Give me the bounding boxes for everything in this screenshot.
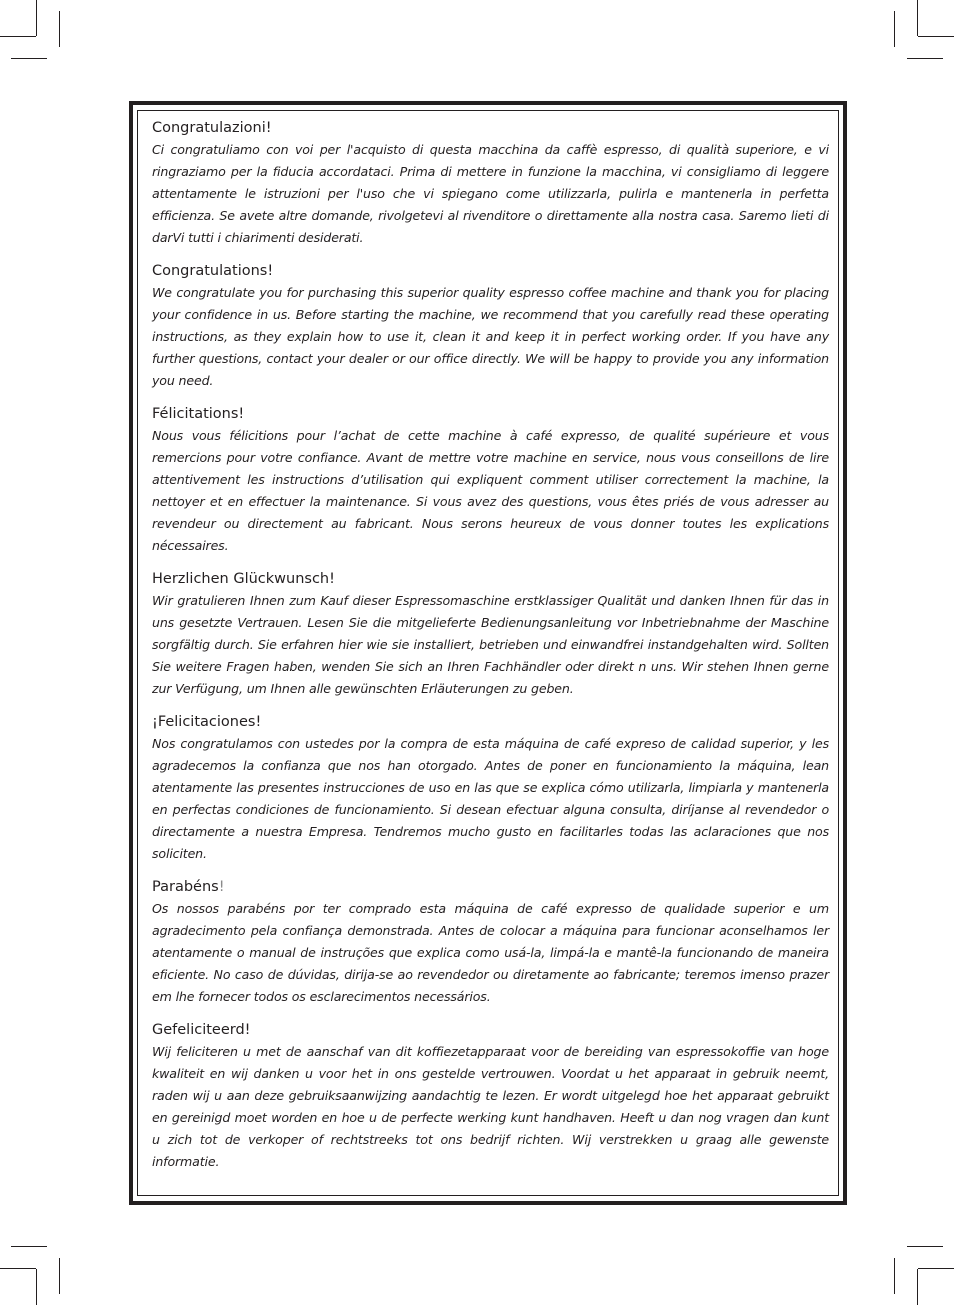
section-spanish: [152, 711, 829, 865]
section-title-german: Herzlichen Glückwunsch!: [152, 571, 335, 587]
crop-mark-bottom-right-horizontal: [918, 1268, 954, 1269]
section-portuguese: [152, 876, 829, 1008]
crop-mark-top-right-outer-vertical: [894, 11, 895, 47]
section-title-portuguese: [152, 876, 829, 898]
crop-mark-bottom-left-horizontal: [0, 1268, 36, 1269]
crop-mark-top-left-vertical: [36, 0, 37, 36]
section-body-french: Nous vous félicitions pour l’achat de cette machine à café expresso, de qualité supérieure et vous remercions pour votre confiance. Avant de mettre votre machine en service, nous vous conseillons de lire attentivement les instructions d’utilisation qui expliquent comment utiliser correctement la machine, la nettoyer et en effectuer la maintenance. Si vous avez des questions, vous êtes priés de vous adresser au revendeur ou directement au fabricant. Nous serons heureux de vous donner toutes les explications nécessaires.: [152, 428, 829, 553]
section-body-dutch: Wij feliciteren u met de aanschaf van dit koffiezetapparaat voor de bereiding van espressokoffie van hoge kwaliteit en wij danken u voor het in ons gestelde vertrouwen. Voordat u het apparaat in gebruik neemt, raden wij u aan deze gebruiksaanwijzing aandachtig te lezen. Er wordt uitgelegd hoe het apparaat gebruikt en gereinigd moet worden en hoe u de perfecte werking kunt handhaven. Heeft u dan nog vragen dan kunt u zich tot de verkoper of rechtstreeks tot ons bedrijf richten. Wij verstrekken u graag alle gewenste informatie.: [152, 1044, 829, 1169]
crop-mark-bottom-left-outer-horizontal: [11, 1246, 47, 1247]
section-body-spanish: Nos congratulamos con ustedes por la compra de esta máquina de café expreso de calidad superior, y les agradecemos la confianza que nos han otorgado. Antes de poner en funcionamiento la máquina, lean atentamente las presentes instrucciones de uso en las que se explica cómo utilizarla, limpiarla y mantenerla en perfectas condiciones de funcionamiento. Si desean efectuar alguna consulta, diríjanse al revendedor o directamente a nuestra Empresa. Tendremos mucho gusto en facilitarles todas las aclaraciones que nos soliciten.: [152, 736, 829, 861]
crop-mark-bottom-right-outer-vertical: [894, 1258, 895, 1294]
section-body-italian: Ci congratuliamo con voi per l'acquisto di questa macchina da caffè espresso, di qualità superiore, e vi ringraziamo per la fiducia accordataci. Prima di mettere in funzione la macchina, vi consigliamo di leggere attentamente le istruzioni per l'uso che vi spiegano come utilizzarla, pulirla e mantenerla in perfetta efficienza. Se avete altre domande, rivolgetevi al rivenditore o direttamente alla nostra casa. Saremo lieti di darVi tutti i chiarimenti desiderati.: [152, 142, 829, 245]
section-title-dutch: Gefeliciteerd!: [152, 1022, 251, 1038]
section-body-portuguese: Os nossos parabéns por ter comprado esta máquina de café expresso de qualidade superior e um agradecimento pela confiança demonstrada. Antes de colocar a máquina para funcionar aconselhamos ler atentamente o manual de instruções que explica como usá-la, limpá-la e mantê-la funcionando de maneira eficiente. No caso de dúvidas, dirija-se ao revendedor ou diretamente ao fabricante; teremos imenso prazer em lhe fornecer todos os esclarecimentos necessários.: [152, 901, 829, 1004]
section-dutch: [152, 1019, 829, 1173]
section-title-portuguese-suffix: !: [218, 879, 225, 895]
section-french: [152, 403, 829, 557]
crop-mark-top-left-outer-horizontal: [11, 58, 47, 59]
crop-mark-top-left-outer-vertical: [59, 11, 60, 47]
section-body-english: We congratulate you for purchasing this superior quality espresso coffee machine and thank you for placing your confidence in us. Before starting the machine, we recommend that you carefully read these operating instructions, as they explain how to use it, clean it and keep it in perfect working order. If you have any further questions, contact your dealer or our office directly. We will be happy to provide you any information you need.: [152, 285, 829, 388]
crop-mark-bottom-left-vertical: [36, 1269, 37, 1305]
section-title-italian: Congratulazioni!: [152, 120, 272, 136]
crop-mark-bottom-left-outer-vertical: [59, 1258, 60, 1294]
section-english: [152, 260, 829, 392]
section-title-portuguese-text: Parabéns: [152, 879, 219, 895]
section-title-spanish: ¡Felicitaciones!: [152, 714, 262, 730]
crop-mark-top-right-vertical: [917, 0, 918, 36]
section-german: [152, 568, 829, 700]
section-title-french: Félicitations!: [152, 406, 245, 422]
congratulations-content: [152, 117, 829, 1184]
crop-mark-top-right-outer-horizontal: [907, 58, 943, 59]
section-body-german: Wir gratulieren Ihnen zum Kauf dieser Espressomaschine erstklassiger Qualität und danken Ihnen für das in uns gesetzte Vertrauen. Lesen Sie die mitgelieferte Bedienungsanleitung vor Inbetriebnahme der Maschine sorgfältig durch. Sie erfahren hier wie sie installiert, betrieben und einwandfrei instandgehalten wird. Sollten Sie weitere Fragen haben, wenden Sie sich an Ihren Fachhändler oder direkt n uns. Wir stehen Ihnen gerne zur Verfügung, um Ihnen alle gewünschten Erläuterungen zu geben.: [152, 593, 829, 696]
crop-mark-top-left-horizontal: [0, 36, 36, 37]
section-italian: [152, 117, 829, 249]
crop-mark-bottom-right-vertical: [917, 1269, 918, 1305]
crop-mark-bottom-right-outer-horizontal: [907, 1246, 943, 1247]
crop-mark-top-right-horizontal: [918, 36, 954, 37]
section-title-english: Congratulations!: [152, 263, 274, 279]
